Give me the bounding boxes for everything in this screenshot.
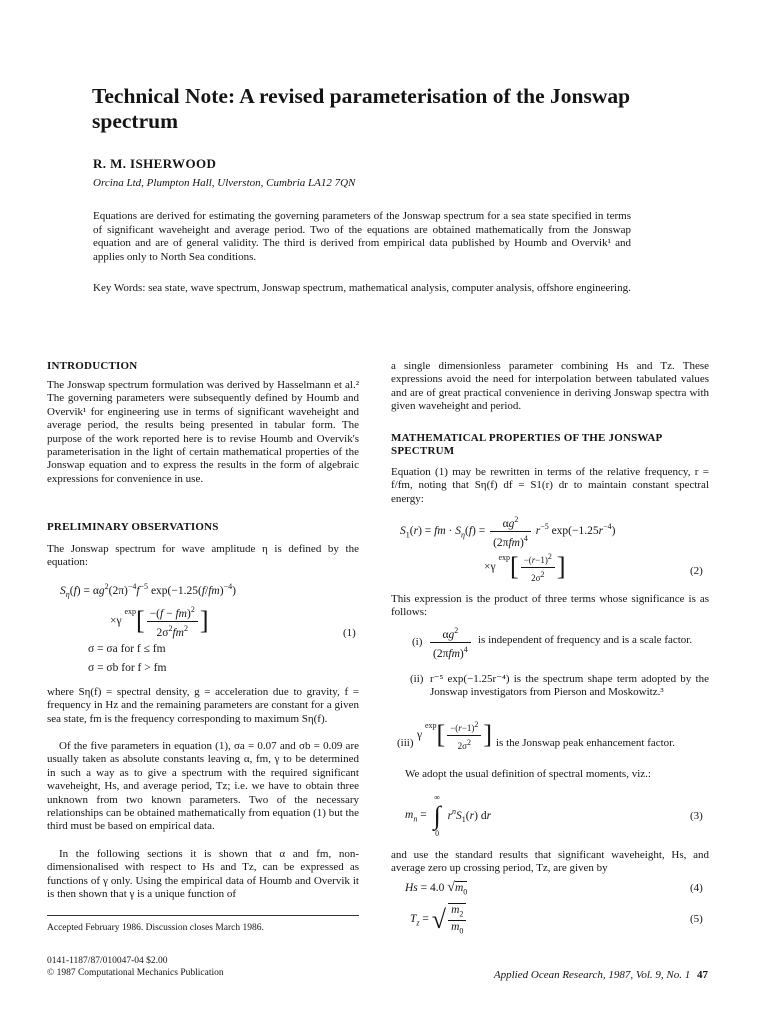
item-iii-gamma-term: γ $^{exp}$[ $\frac{-(r-1)^2}{2\sigma^2}$ ] [417, 720, 493, 751]
sigma-b-condition: σ = σb for f > fm [88, 662, 167, 674]
paper-title: Technical Note: A revised parameterisation of the Jonswap spectrum [92, 84, 631, 133]
author-affiliation: Orcina Ltd, Plumpton Hall, Ulverston, Cumbria LA12 7QN [93, 177, 356, 189]
continuation-text: a single dimensionless parameter combining Hs and Tz. These expressions avoid the need for interpolation between tabulated values and are of great practical convenience in deriving Jonswap spectra with given waveheight and period. [391, 360, 709, 413]
item-iii-text: is the Jonswap peak enhancement factor. [496, 737, 675, 749]
moments-text: We adopt the usual definition of spectral moments, viz.: [405, 768, 651, 780]
five-parameters-text: Of the five parameters in equation (1), σa = 0.07 and σb = 0.09 are usually taken as absolute constants leaving α, fm, γ to be determined in such a way as to give a spectrum with the required significant waveheight, Hs, and average period, Tz; i.e. we have to obtain three unknown from two known parameters. Two of the necessary relationships can be obtained mathematically from equation (1) but the third must be based on empirical data. [47, 740, 359, 833]
publication-code: 0141-1187/87/010047-04 $2.00 [47, 956, 168, 966]
equation-3-number: (3) [690, 810, 703, 822]
product-text: This expression is the product of three terms whose significance is as follows: [391, 593, 709, 619]
journal-name: Applied Ocean Research, 1987, Vol. 9, No. 1 [493, 969, 691, 981]
page-number: 47 [697, 969, 708, 981]
copyright-line: © 1987 Computational Mechanics Publication [47, 968, 224, 978]
equation-2-line-2: ×γ $^{exp}$[ $\frac{-(r-1)^2}{2\sigma^2}$ ] [484, 552, 566, 583]
mathematical-text: Equation (1) may be rewritten in terms of the relative frequency, r = f/fm, noting that Sη(f) df = S1(r) dr to maintain constant spectral energy: [391, 466, 709, 505]
introduction-text: The Jonswap spectrum formulation was derived by Hasselmann et al.² The governing parameters were subsequently defined by Houmb and Overvik¹ for engineering use in terms of significant waveheight and average period, the results being presented in tabular form. The purpose of the work reported here is to revise Houmb and Overvik's parameterisation in the light of certain mathematical properties of the Jonswap equation and to express the results in the form of algebraic expressions for convenience in use. [47, 379, 359, 485]
equation-5-number: (5) [690, 913, 703, 925]
section-heading-mathematical: MATHEMATICAL PROPERTIES OF THE JONSWAP SPECTRUM [391, 432, 662, 458]
item-i-label: (i) [412, 636, 423, 648]
author-name: R. M. ISHERWOOD [93, 156, 217, 171]
equation-1-line-1: $S_\eta(f) = \alpha g^2(2\pi)^{-4}f^{-5}$ $\exp(-1.25(f/fm)^{-4})$ [60, 582, 236, 600]
equation-3: $m_n$ = ∞ ∫ 0 $r^nS_1(r)$ dr [405, 793, 492, 838]
sigma-a-condition: σ = σa for f ≤ fm [88, 643, 166, 655]
item-ii-text: r⁻⁵ exp(−1.25r⁻⁴) is the spectrum shape term adopted by the Jonswap investigators from Pierson and Moskowitz.³ [430, 673, 709, 699]
abstract: Equations are derived for estimating the governing parameters of the Jonswap spectrum for a sea state specified in terms of significant waveheight and average period. Two of the equations are obtained mathematically from the Jonswap equation and are of general validity. The third is derived from empirical data published by Houmb and Overvik¹ and applies only to North Sea conditions. [93, 210, 631, 263]
standard-results-text: and use the standard results that significant waveheight, Hs, and average zero up crossing period, Tz, are given by [391, 849, 709, 875]
keywords: Key Words: sea state, wave spectrum, Jonswap spectrum, mathematical analysis, computer analysis, offshore engineering. [93, 282, 631, 294]
equation-2-number: (2) [690, 565, 703, 577]
preliminary-text: The Jonswap spectrum for wave amplitude η is defined by the equation: [47, 543, 359, 569]
item-ii-label: (ii) [410, 673, 424, 685]
item-i-fraction: $\frac{\alpha g^2}{(2\pi fm)^4}$ [428, 624, 473, 661]
equation-1-line-2: ×γ $^{exp}$[ $\frac{-(f - fm)^2}{2\sigma^2fm^2}$ ] [110, 605, 209, 639]
section-heading-preliminary: PRELIMINARY OBSERVATIONS [47, 521, 219, 533]
journal-citation [494, 969, 708, 981]
equation-1-number: (1) [343, 627, 356, 639]
accepted-note: Accepted February 1986. Discussion closes March 1986. [47, 923, 264, 933]
equation-4: Hs = 4.0 $√m_0$ [405, 880, 468, 897]
item-iii-label: (iii) [397, 737, 414, 749]
following-sections-text: In the following sections it is shown that α and fm, non-dimensionalised with respect to Hs and Tz, can be expressed as functions of γ only. Using the empirical data of Houmb and Overvik it is then shown that γ is a unique function of [47, 848, 359, 901]
equation-4-number: (4) [690, 882, 703, 894]
equation-5: $T_z$ = √ $\frac{m_2}{m_0}$ [410, 903, 468, 938]
footnote-rule [47, 915, 359, 916]
where-definitions-text: where Sη(f) = spectral density, g = acceleration due to gravity, f = frequency in Hz and the remaining parameters are constant for a given sea state, fm is the frequency corresponding to maximum Sη(f). [47, 686, 359, 725]
section-heading-introduction: INTRODUCTION [47, 360, 138, 372]
equation-2-line-1: $S_1(r)$ = fm · $S_\eta(f)$ = $\frac{\alpha g^2}{(2\pi fm)^4}$ $r^{-5}$ $\exp(-1.25r^{-4})$ [400, 515, 616, 549]
item-i-text: is independent of frequency and is a scale factor. [478, 634, 693, 646]
